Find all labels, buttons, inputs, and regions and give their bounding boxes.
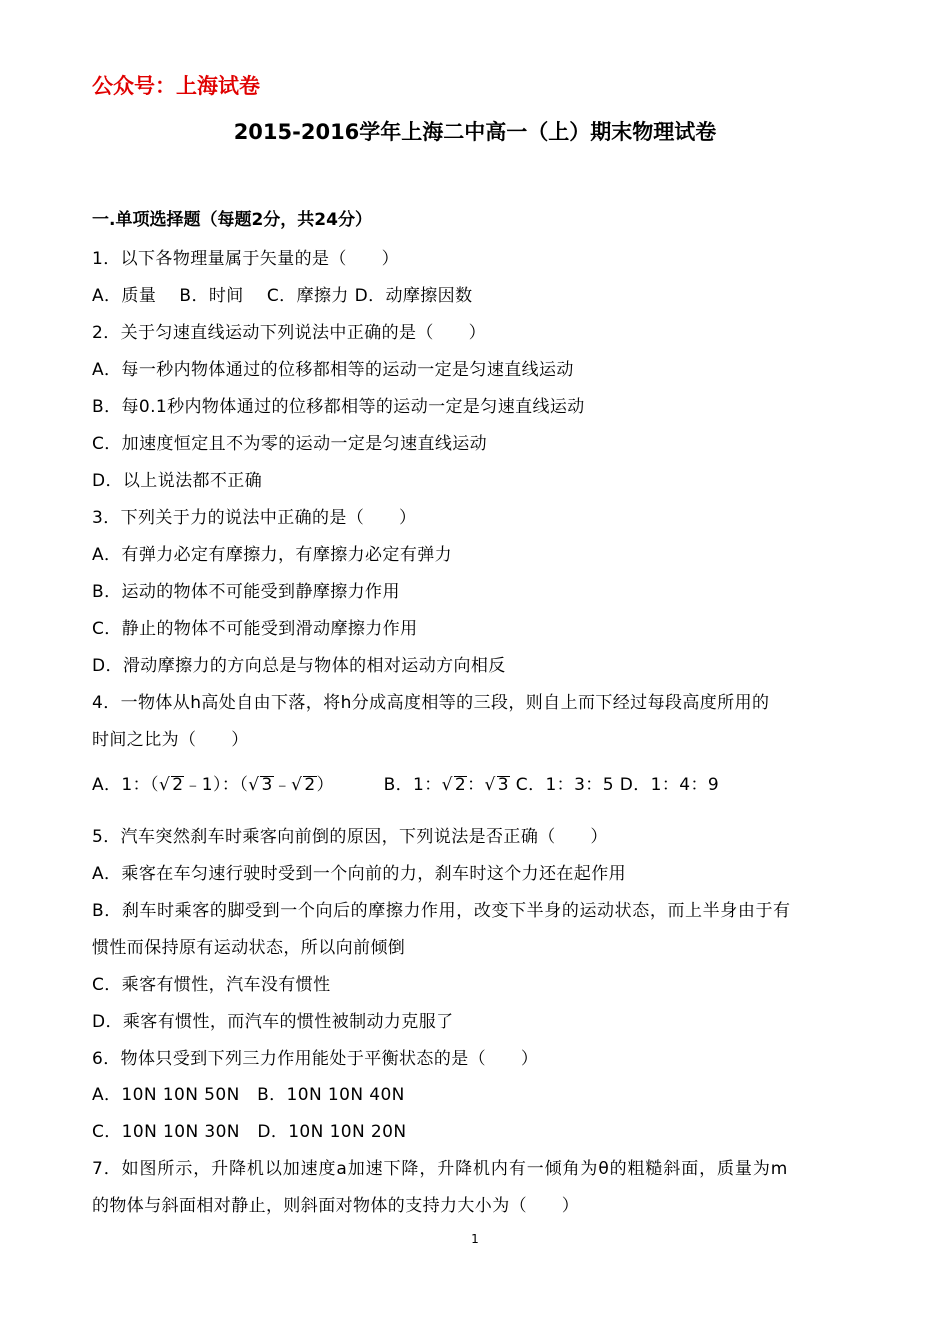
q2-option-b: B．每0.1秒内物体通过的位移都相等的运动一定是匀速直线运动 — [92, 397, 585, 417]
q5-option-a: A．乘客在车匀速行驶时受到一个向前的力，刹车时这个力还在起作用 — [92, 864, 627, 884]
q5-option-c: C．乘客有惯性，汽车没有惯性 — [92, 975, 331, 995]
q4-option-cd: C．1：3：5 D．1：4：9 — [515, 775, 720, 795]
q4-option-a: A．1：（√ 2﹣1）：（√ 3﹣√ 2） — [92, 775, 334, 795]
q4-stem-line1: 4．一物体从h高处自由下落，将h分成高度相等的三段，则自上而下经过每段高度所用的 — [92, 693, 770, 713]
q4-option-b: B．1：√ 2：√ 3 — [383, 775, 509, 795]
q2-option-c: C．加速度恒定且不为零的运动一定是匀速直线运动 — [92, 434, 488, 454]
q5-option-d: D．乘客有惯性，而汽车的惯性被制动力克服了 — [92, 1012, 454, 1032]
q3-stem: 3．下列关于力的说法中正确的是（ ） — [92, 508, 417, 528]
q1-options: A．质量 B．时间 C．摩擦力 D．动摩擦因数 — [92, 286, 473, 306]
q7-stem-line2: 的物体与斜面相对静止，则斜面对物体的支持力大小为（ ） — [92, 1196, 580, 1216]
q6-stem: 6．物体只受到下列三力作用能处于平衡状态的是（ ） — [92, 1049, 539, 1069]
page-title: 2015-2016学年上海二中高一（上）期末物理试卷 — [233, 120, 717, 144]
q5-option-b-line2: 惯性而保持原有运动状态，所以向前倾倒 — [92, 938, 406, 958]
page-number: 1 — [471, 1232, 479, 1246]
q5-stem: 5．汽车突然刹车时乘客向前倒的原因，下列说法是否正确（ ） — [92, 827, 608, 847]
q3-option-d: D．滑动摩擦力的方向总是与物体的相对运动方向相反 — [92, 656, 506, 676]
q3-option-c: C．静止的物体不可能受到滑动摩擦力作用 — [92, 619, 418, 639]
watermark-label: 公众号：上海试卷 — [92, 74, 260, 98]
q1-stem: 1．以下各物理量属于矢量的是（ ） — [92, 249, 400, 269]
q4-options — [92, 770, 719, 795]
q2-stem: 2．关于匀速直线运动下列说法中正确的是（ ） — [92, 323, 487, 343]
q5-option-b-line1: B．刹车时乘客的脚受到一个向后的摩擦力作用，改变下半身的运动状态，而上半身由于有 — [92, 901, 791, 921]
q4-stem-line2: 时间之比为（ ） — [92, 730, 249, 750]
section-heading: 一.单项选择题（每题2分，共24分） — [92, 210, 372, 230]
q2-option-d: D．以上说法都不正确 — [92, 471, 263, 491]
q2-option-a: A．每一秒内物体通过的位移都相等的运动一定是匀速直线运动 — [92, 360, 574, 380]
q7-stem-line1: 7．如图所示，升降机以加速度a加速下降，升降机内有一倾角为θ的粗糙斜面，质量为m — [92, 1159, 789, 1179]
q6-options-ab: A．10N 10N 50N B．10N 10N 40N — [92, 1085, 405, 1105]
q6-options-cd: C．10N 10N 30N D．10N 10N 20N — [92, 1122, 407, 1142]
q3-option-b: B．运动的物体不可能受到静摩擦力作用 — [92, 582, 400, 602]
q3-option-a: A．有弹力必定有摩擦力，有摩擦力必定有弹力 — [92, 545, 453, 565]
